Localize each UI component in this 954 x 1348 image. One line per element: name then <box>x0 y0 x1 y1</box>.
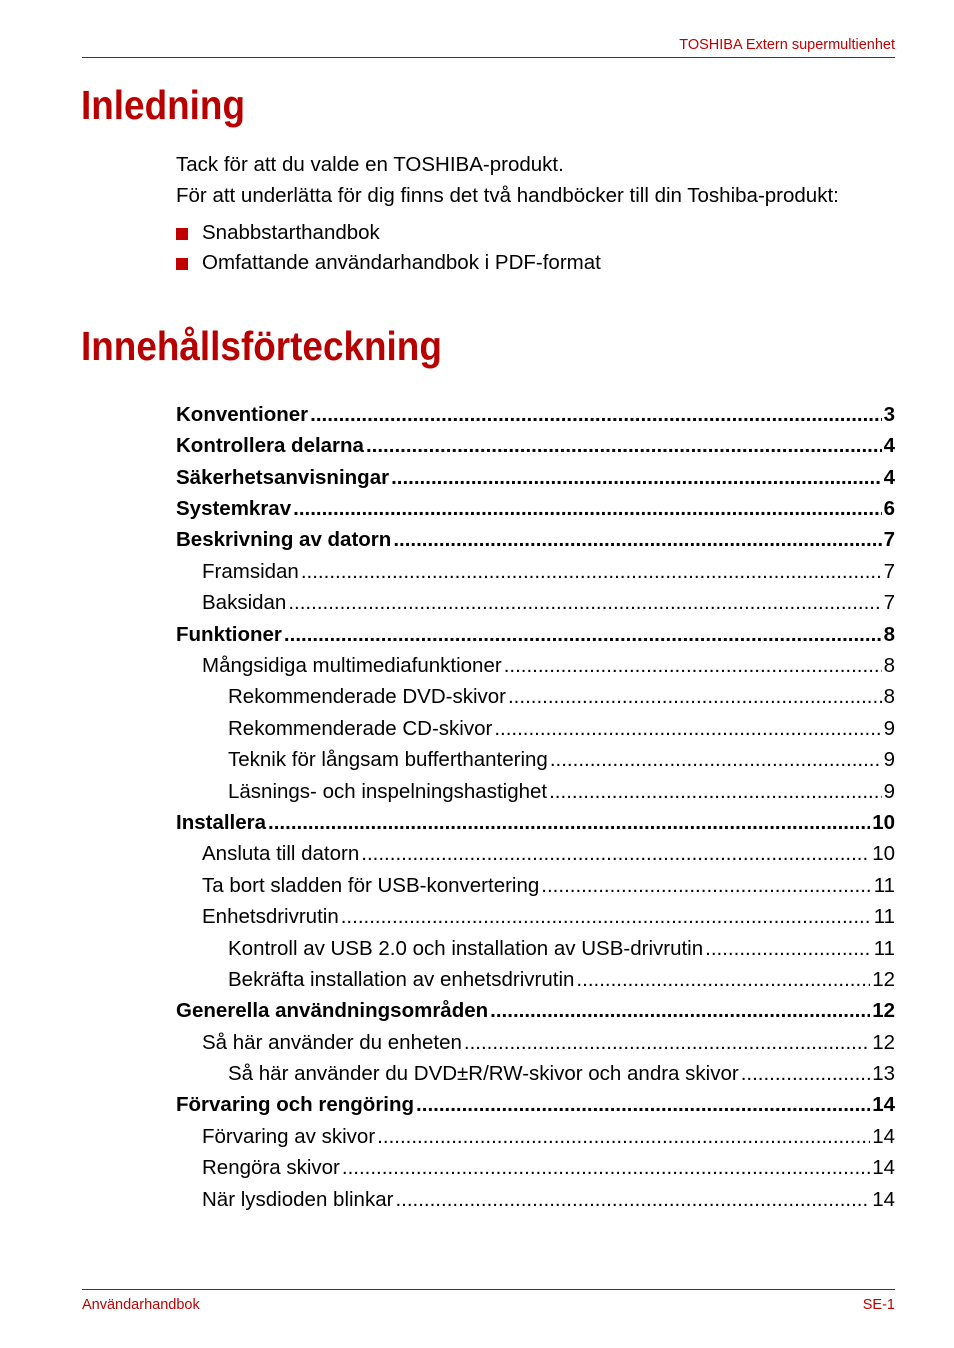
toc-entry[interactable] <box>176 457 895 488</box>
toc-entry-page: 11 <box>873 905 895 929</box>
toc-entry[interactable] <box>176 771 895 802</box>
toc-entry-page: 3 <box>883 402 895 426</box>
toc-leader-dots <box>741 1064 871 1085</box>
toc-entry-title: Konventioner <box>176 402 309 426</box>
toc-entry[interactable] <box>176 551 895 582</box>
toc-entry[interactable] <box>176 645 895 676</box>
toc-entry-title: Ta bort sladden för USB-konvertering <box>202 873 540 897</box>
toc-entry-title: Säkerhetsanvisningar <box>176 465 390 489</box>
toc-entry-page: 14 <box>872 1187 895 1211</box>
table-of-contents <box>176 394 895 1210</box>
toc-entry-title: Så här använder du DVD±R/RW-skivor och andra skivor <box>228 1062 739 1086</box>
toc-entry[interactable] <box>176 1116 895 1147</box>
toc-leader-dots <box>494 719 881 740</box>
toc-entry[interactable] <box>176 488 895 519</box>
running-header: TOSHIBA Extern supermultienhet <box>679 37 895 53</box>
toc-entry-page: 9 <box>883 779 895 803</box>
toc-entry-title: Installera <box>176 810 267 834</box>
toc-leader-dots <box>284 625 882 646</box>
toc-leader-dots <box>508 687 882 708</box>
toc-leader-dots <box>366 436 882 457</box>
toc-entry-page: 9 <box>883 748 895 772</box>
toc-entry[interactable] <box>176 520 895 551</box>
intro-heading: Inledning <box>81 82 245 128</box>
toc-leader-dots <box>576 970 870 991</box>
square-bullet-icon <box>176 228 188 240</box>
toc-leader-dots <box>393 530 881 551</box>
toc-leader-dots <box>549 782 881 803</box>
toc-leader-dots <box>416 1095 870 1116</box>
toc-entry[interactable] <box>176 990 895 1021</box>
toc-entry-title: Generella användningsområden <box>176 999 489 1023</box>
toc-leader-dots <box>464 1033 870 1054</box>
toc-entry[interactable] <box>176 959 895 990</box>
toc-entry-title: Kontrollera delarna <box>176 434 364 458</box>
toc-entry-page: 10 <box>872 810 895 834</box>
toc-entry[interactable] <box>176 1022 895 1053</box>
toc-entry-page: 10 <box>872 842 895 866</box>
toc-entry-page: 7 <box>883 559 895 583</box>
toc-entry[interactable] <box>176 394 895 425</box>
toc-entry-title: Framsidan <box>202 559 299 583</box>
toc-entry-title: Enhetsdrivrutin <box>202 905 339 929</box>
toc-entry-title: Rekommenderade DVD-skivor <box>228 685 506 709</box>
toc-entry-page: 12 <box>872 967 895 991</box>
toc-entry[interactable] <box>176 582 895 613</box>
toc-entry-title: Beskrivning av datorn <box>176 528 392 552</box>
toc-entry-title: Systemkrav <box>176 497 292 521</box>
toc-entry-page: 4 <box>883 465 895 489</box>
toc-leader-dots <box>268 813 870 834</box>
toc-entry-page: 13 <box>872 1062 895 1086</box>
toc-entry[interactable] <box>176 677 895 708</box>
toc-entry[interactable] <box>176 833 895 864</box>
toc-entry-title: Kontroll av USB 2.0 och installation av USB-drivrutin <box>228 936 704 960</box>
toc-entry-page: 12 <box>872 1030 895 1054</box>
toc-entry-title: När lysdioden blinkar <box>202 1187 394 1211</box>
header-rule <box>82 57 895 58</box>
toc-entry-title: Teknik för långsam bufferthantering <box>228 748 548 772</box>
toc-entry-page: 11 <box>873 873 895 897</box>
intro-paragraph-2: För att underlätta för dig finns det två handböcker till din Toshiba-produkt: <box>176 184 839 207</box>
toc-leader-dots <box>395 1190 870 1211</box>
toc-entry-title: Bekräfta installation av enhetsdrivrutin <box>228 967 575 991</box>
toc-entry[interactable] <box>176 802 895 833</box>
toc-entry[interactable] <box>176 425 895 456</box>
bullet-text: Omfattande användarhandbok i PDF-format <box>202 251 601 274</box>
toc-entry-title: Mångsidiga multimediafunktioner <box>202 654 502 678</box>
toc-leader-dots <box>705 939 872 960</box>
toc-entry-title: Förvaring och rengöring <box>176 1093 415 1117</box>
toc-entry[interactable] <box>176 1085 895 1116</box>
toc-entry[interactable] <box>176 708 895 739</box>
toc-leader-dots <box>377 1127 870 1148</box>
toc-entry-title: Läsnings- och inspelningshastighet <box>228 779 548 803</box>
toc-leader-dots <box>541 876 871 897</box>
toc-entry[interactable] <box>176 1147 895 1178</box>
toc-entry[interactable] <box>176 1053 895 1084</box>
bullet-item <box>176 223 380 244</box>
toc-leader-dots <box>342 1158 870 1179</box>
toc-entry-title: Ansluta till datorn <box>202 842 360 866</box>
toc-entry-title: Förvaring av skivor <box>202 1124 376 1148</box>
toc-entry-page: 8 <box>883 685 895 709</box>
toc-entry-page: 14 <box>872 1093 895 1117</box>
toc-entry-page: 14 <box>872 1124 895 1148</box>
toc-entry-page: 12 <box>872 999 895 1023</box>
toc-entry-title: Baksidan <box>202 591 287 615</box>
toc-entry-title: Funktioner <box>176 622 282 646</box>
toc-leader-dots <box>341 907 872 928</box>
toc-entry[interactable] <box>176 739 895 770</box>
toc-entry-title: Så här använder du enheten <box>202 1030 462 1054</box>
toc-leader-dots <box>490 1001 870 1022</box>
toc-entry[interactable] <box>176 1179 895 1210</box>
toc-leader-dots <box>391 468 882 489</box>
toc-leader-dots <box>361 844 870 865</box>
bullet-text: Snabbstarthandbok <box>202 221 380 244</box>
toc-entry[interactable] <box>176 896 895 927</box>
toc-entry-page: 8 <box>883 654 895 678</box>
toc-heading: Innehållsförteckning <box>81 323 442 369</box>
toc-leader-dots <box>288 593 881 614</box>
toc-entry-title: Rekommenderade CD-skivor <box>228 716 493 740</box>
bullet-item <box>176 253 601 274</box>
footer-rule <box>82 1289 895 1290</box>
toc-entry-page: 7 <box>883 591 895 615</box>
toc-leader-dots <box>301 562 882 583</box>
toc-entry-title: Rengöra skivor <box>202 1156 340 1180</box>
toc-leader-dots <box>310 405 881 426</box>
square-bullet-icon <box>176 258 188 270</box>
toc-entry[interactable] <box>176 865 895 896</box>
toc-entry-page: 7 <box>883 528 895 552</box>
toc-entry-page: 6 <box>883 497 895 521</box>
intro-paragraph-1: Tack för att du valde en TOSHIBA-produkt. <box>176 153 564 176</box>
footer-title: Användarhandbok <box>82 1297 200 1313</box>
toc-entry-page: 4 <box>883 434 895 458</box>
toc-entry[interactable] <box>176 928 895 959</box>
page-number: SE-1 <box>862 1297 895 1313</box>
toc-entry[interactable] <box>176 614 895 645</box>
toc-entry-page: 8 <box>883 622 895 646</box>
toc-leader-dots <box>293 499 881 520</box>
toc-leader-dots <box>504 656 882 677</box>
toc-leader-dots <box>550 750 882 771</box>
toc-entry-page: 14 <box>872 1156 895 1180</box>
toc-entry-page: 11 <box>873 936 895 960</box>
toc-entry-page: 9 <box>883 716 895 740</box>
